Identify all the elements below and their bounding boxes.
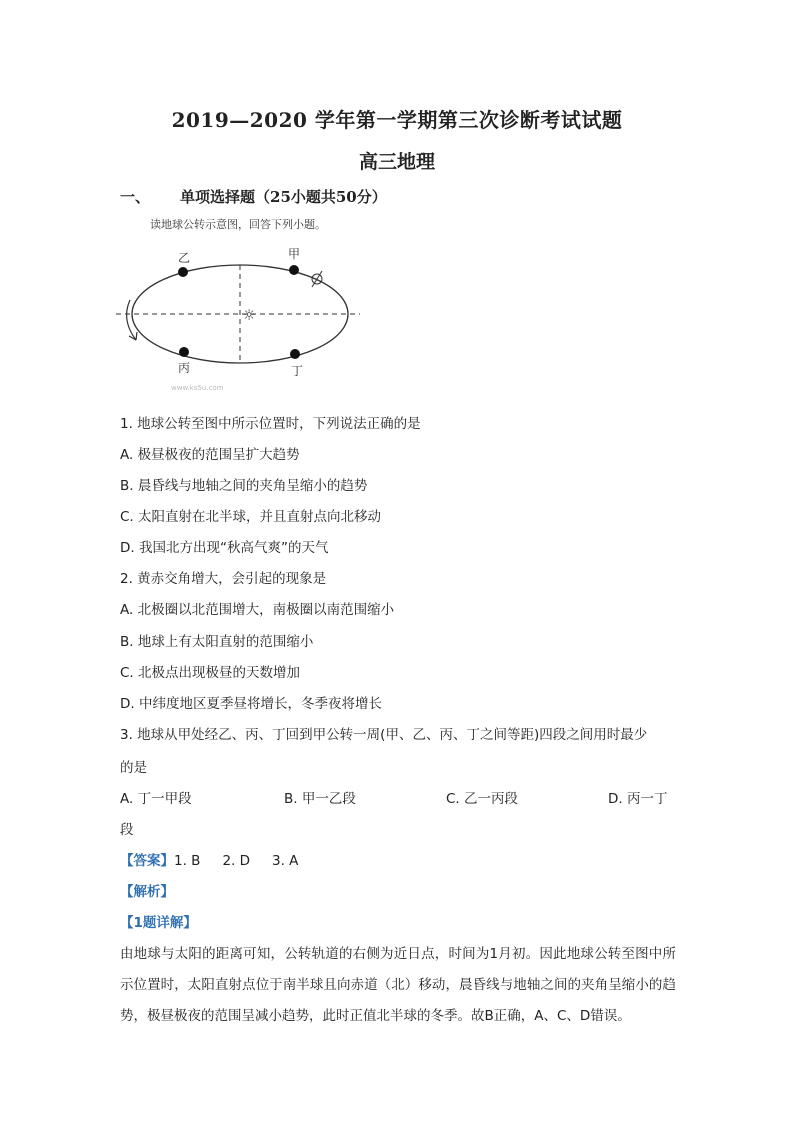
question-3-option-b: B. 甲一乙段 <box>284 791 356 807</box>
question-2-stem: 2. 黄赤交角增大，会引起的现象是 <box>120 571 327 587</box>
analysis-paragraph: 由地球与太阳的距离可知，公转轨道的右侧为近日点，时间为1月初。因此地球公转至图中所示位置时，太阳直射点位于南半球且向赤道（北）移动，晨昏线与地轴之间的夹角呈缩小的趋势，极昼极夜的范围呈减小趋势，此时正值北半球的冬季。故B正确，A、C、D错误。 <box>120 946 676 1024</box>
detail-label <box>120 913 197 933</box>
answer-label: 【答案】 <box>120 853 174 869</box>
question-2-option-a: A. 北极圈以北范围增大，南极圈以南范围缩小 <box>120 602 395 618</box>
position-jia-dot <box>289 265 299 275</box>
question-1-option-c: C. 太阳直射在北半球，并且直射点向北移动 <box>120 509 382 525</box>
position-bing-dot <box>179 347 189 357</box>
direction-arrow-icon <box>127 300 136 340</box>
position-ding-dot <box>290 349 300 359</box>
answer-item-2: 2. D <box>222 853 251 869</box>
position-yi-dot <box>178 267 188 277</box>
orbit-diagram-svg <box>116 212 376 392</box>
question-2-option-c: C. 北极点出现极昼的天数增加 <box>120 665 301 681</box>
answer-item-1: 1. B <box>174 853 201 869</box>
question-1-option-a: A. 极昼极夜的范围呈扩大趋势 <box>120 447 300 463</box>
figure-caption: 读地球公转示意图，回答下列小题。 <box>150 218 326 231</box>
label-jia: 甲 <box>287 247 301 261</box>
marker-slash-icon <box>312 271 322 287</box>
question-3-option-c: C. 乙一丙段 <box>446 791 519 807</box>
question-2-option-b: B. 地球上有太阳直射的范围缩小 <box>120 634 314 650</box>
detail-label-text: 【1题详解】 <box>120 915 197 931</box>
question-1-stem: 1. 地球公转至图中所示位置时，下列说法正确的是 <box>120 416 421 432</box>
section-number: 一、 <box>120 188 151 206</box>
label-yi: 乙 <box>177 251 191 265</box>
page-title: 2019—2020 学年第一学期第三次诊断考试试题 <box>171 108 623 132</box>
answer-row <box>120 851 320 871</box>
question-3-stem-line-1: 3. 地球从甲处经乙、丙、丁回到甲公转一周(甲、乙、丙、丁之间等距)四段之间用时最少 <box>120 727 648 743</box>
analysis-label-text: 【解析】 <box>120 884 174 900</box>
page-subtitle: 高三地理 <box>358 151 435 173</box>
question-1-option-b: B. 晨昏线与地轴之间的夹角呈缩小的趋势 <box>120 478 368 494</box>
label-ding: 丁 <box>290 364 304 378</box>
section-heading <box>120 186 387 207</box>
sun-symbol: ☼ <box>242 306 256 324</box>
question-3-option-d: D. 丙一丁 <box>608 791 668 807</box>
question-3-stem-line-2: 的是 <box>120 760 147 776</box>
watermark-text: www.ks5u.com <box>171 384 224 392</box>
question-1-option-d: D. 我国北方出现“秋高气爽”的天气 <box>120 540 329 556</box>
question-2-option-d: D. 中纬度地区夏季昼将增长，冬季夜将增长 <box>120 696 382 712</box>
orbit-diagram <box>116 212 376 392</box>
question-3-option-a: A. 丁一甲段 <box>120 791 192 807</box>
analysis-label <box>120 882 174 902</box>
answer-item-3: 3. A <box>272 853 299 869</box>
section-title: 单项选择题（25小题共50分） <box>180 188 387 206</box>
question-3-option-d-wrap: 段 <box>120 822 134 838</box>
label-bing: 丙 <box>177 361 191 375</box>
